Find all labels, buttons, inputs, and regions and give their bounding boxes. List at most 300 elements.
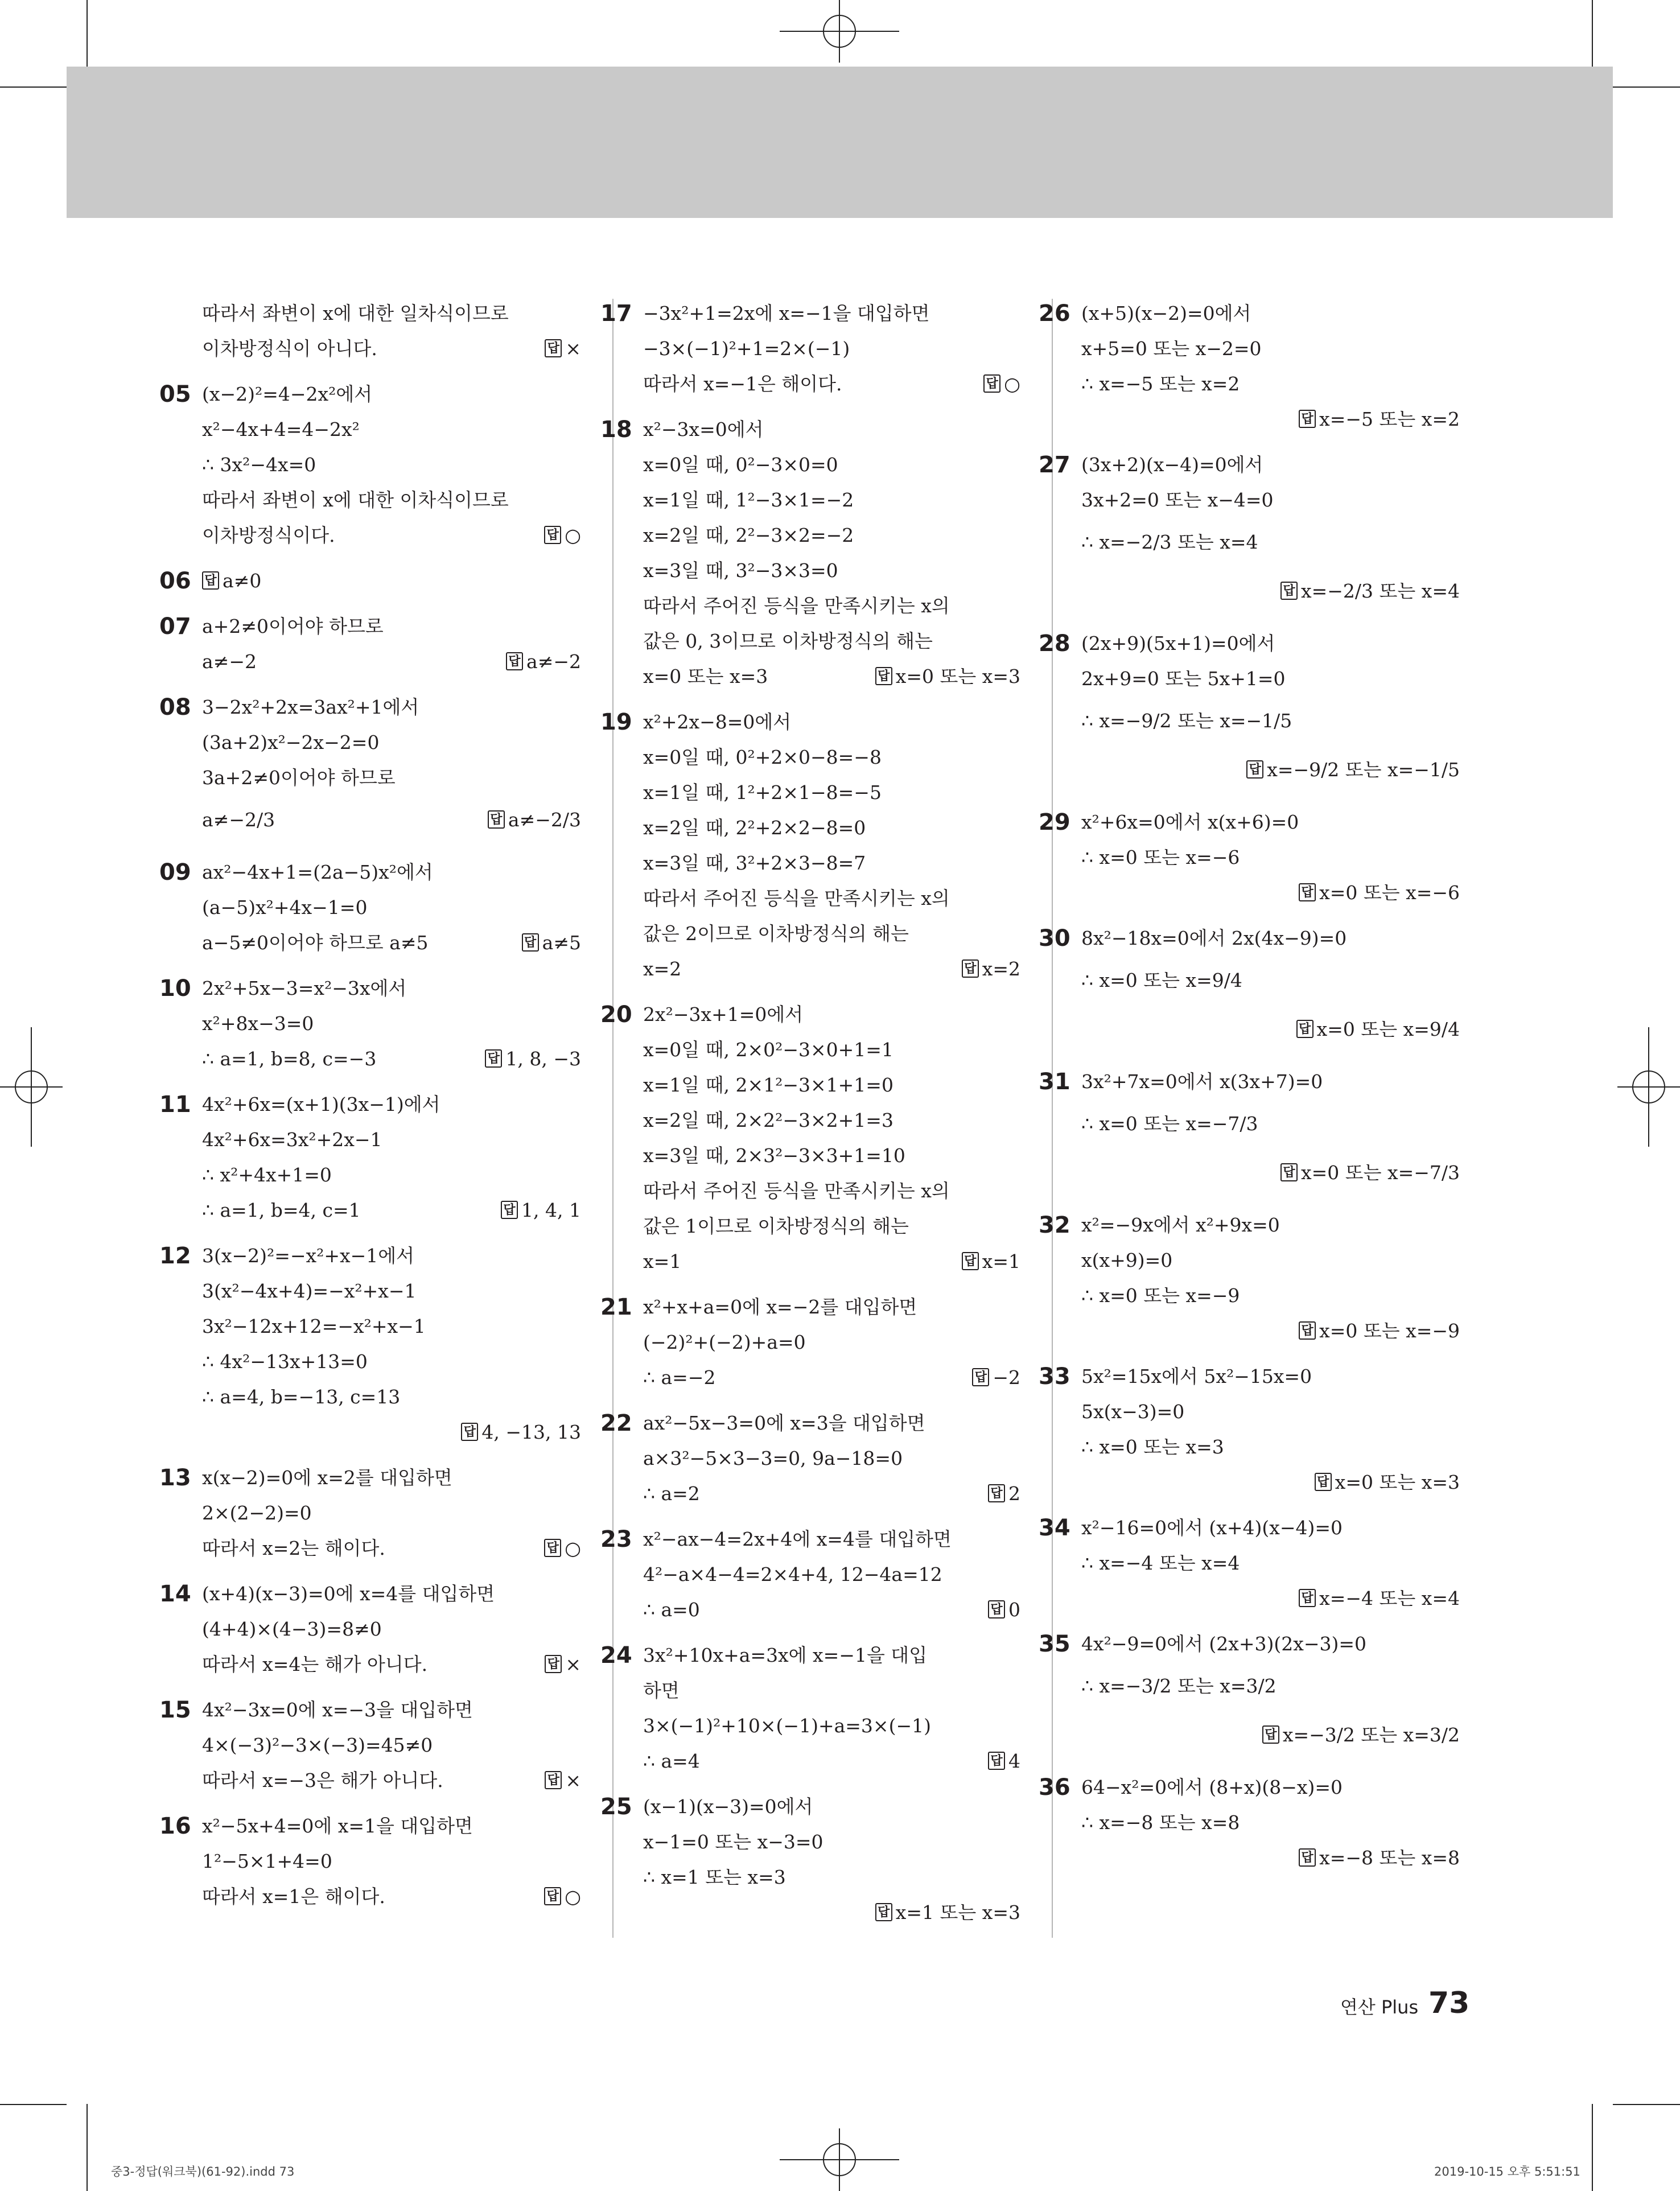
solution-line	[643, 775, 1020, 810]
problem-block	[159, 377, 581, 553]
answer	[988, 1592, 1020, 1628]
problem-block	[1039, 1626, 1460, 1760]
solution-line	[1081, 1770, 1460, 1805]
answer	[988, 1476, 1020, 1512]
solution-text: 64−x²=0에서 (8+x)(8−x)=0	[1081, 1776, 1343, 1798]
solution-line	[643, 659, 1020, 694]
solution-line	[643, 1522, 1020, 1557]
solution-text: 3(x²−4x+4)=−x²+x−1	[202, 1280, 417, 1302]
solution-text: x²−16=0에서 (x+4)(x−4)=0	[1081, 1517, 1343, 1539]
answer	[488, 796, 581, 845]
solution-line	[643, 881, 1020, 916]
solution-line	[202, 760, 581, 796]
problem-block	[159, 690, 581, 845]
solution-text: ∴ x=−8 또는 x=8	[1081, 1811, 1240, 1834]
solution-text: 5x(x−3)=0	[1081, 1401, 1185, 1423]
solution-line	[202, 1415, 581, 1450]
solution-line	[643, 1290, 1020, 1325]
problem-block	[159, 609, 581, 679]
problem-block	[600, 296, 1020, 402]
answer-value: x=0 또는 x=−9	[1319, 1320, 1460, 1342]
solution-line	[643, 1476, 1020, 1512]
answer-column-3	[1039, 296, 1460, 1886]
registration-mark-left	[0, 1027, 68, 1147]
footer-book-title: 연산 Plus	[1340, 1996, 1419, 2018]
problem-block	[1039, 1770, 1460, 1876]
answer	[1299, 1581, 1460, 1616]
problem-block	[600, 1522, 1020, 1628]
solution-text: ∴ a=4	[643, 1750, 700, 1772]
problem-block	[600, 705, 1020, 987]
solution-line	[643, 916, 1020, 952]
solution-line	[202, 1496, 581, 1531]
answer-mark-icon: 답	[544, 526, 561, 544]
problem-number: 22	[600, 1410, 632, 1436]
solution-line	[1081, 1148, 1460, 1197]
answer	[1315, 1465, 1460, 1500]
solution-text: ∴ x=−2/3 또는 x=4	[1081, 531, 1258, 553]
solution-text: x²+6x=0에서 x(x+6)=0	[1081, 811, 1299, 833]
solution-line	[202, 1087, 581, 1122]
answer-value: ×	[565, 337, 581, 360]
registration-mark-bottom	[780, 2123, 899, 2191]
answer-value: x=−4 또는 x=4	[1319, 1587, 1460, 1609]
solution-text: (4+4)×(4−3)=8≠0	[202, 1618, 382, 1640]
answer	[1296, 1005, 1460, 1054]
solution-text: ∴ x=−9/2 또는 x=−1/5	[1081, 710, 1292, 732]
registration-mark-top	[780, 0, 899, 68]
answer-mark-icon: 답	[1299, 883, 1316, 901]
solution-text: x²+8x−3=0	[202, 1012, 314, 1035]
solution-line	[1081, 1005, 1460, 1054]
solution-line	[202, 518, 581, 553]
solution-text: x²+2x−8=0에서	[643, 711, 792, 733]
solution-line	[202, 483, 581, 518]
answer	[1299, 402, 1460, 437]
answer-mark-icon: 답	[962, 959, 979, 978]
solution-line	[202, 331, 581, 366]
answer-mark-icon: 답	[545, 339, 562, 357]
answer-mark-icon: 답	[1296, 1020, 1313, 1038]
answer	[522, 925, 581, 961]
problem-number: 11	[159, 1092, 191, 1118]
solution-text: ∴ x=0 또는 x=−6	[1081, 846, 1240, 868]
solution-text: x=1일 때, 1²+2×1−8=−5	[643, 781, 882, 804]
problem-number: 18	[600, 417, 632, 443]
solution-line	[643, 1441, 1020, 1476]
solution-text: 5x²=15x에서 5x²−15x=0	[1081, 1365, 1312, 1387]
solution-line	[643, 1360, 1020, 1395]
problem-block	[1039, 626, 1460, 794]
solution-text: ∴ x=−5 또는 x=2	[1081, 373, 1240, 395]
solution-text: x²−5x+4=0에 x=1을 대입하면	[202, 1815, 473, 1837]
solution-text: 따라서 x=4는 해가 아니다.	[202, 1653, 428, 1675]
answer-value: x=0 또는 x=3	[895, 665, 1020, 687]
answer	[1280, 1148, 1460, 1197]
problem-number: 31	[1039, 1069, 1070, 1095]
problem-block	[600, 1638, 1020, 1779]
problem-number: 13	[159, 1465, 191, 1491]
solution-text: a×3²−5×3−3=0, 9a−18=0	[643, 1447, 903, 1469]
solution-line	[643, 1138, 1020, 1173]
solution-text: 3−2x²+2x=3ax²+1에서	[202, 696, 419, 718]
problem-block	[159, 1576, 581, 1682]
problem-block	[600, 1290, 1020, 1395]
problem-number: 24	[600, 1642, 632, 1669]
header-band	[67, 67, 1613, 218]
solution-text: 3a+2≠0이어야 하므로	[202, 767, 396, 789]
solution-line	[643, 518, 1020, 553]
solution-line	[1081, 1711, 1460, 1760]
problem-number: 10	[159, 975, 191, 1002]
answer-mark-icon: 답	[1299, 1589, 1316, 1607]
answer-mark-icon: 답	[1262, 1725, 1279, 1744]
solution-line	[202, 1844, 581, 1879]
answer	[983, 366, 1020, 402]
answer-value: 0	[1008, 1599, 1020, 1621]
answer	[544, 1879, 581, 1914]
answer-value: x=0 또는 x=3	[1335, 1471, 1460, 1493]
solution-text: x²−ax−4=2x+4에 x=4를 대입하면	[643, 1528, 952, 1550]
answer-mark-icon: 답	[1299, 1848, 1316, 1867]
problem-block	[1039, 1064, 1460, 1197]
answer-mark-icon: 답	[1299, 1321, 1316, 1340]
solution-line	[643, 331, 1020, 366]
solution-line	[1081, 746, 1460, 794]
solution-text: 2×(2−2)=0	[202, 1502, 312, 1524]
problem-number: 19	[600, 709, 632, 735]
problem-block	[1039, 921, 1460, 1054]
solution-line	[643, 997, 1020, 1032]
answer-value: x=0 또는 x=9/4	[1316, 1018, 1460, 1040]
solution-line	[643, 588, 1020, 624]
answer-value: x=0 또는 x=−6	[1319, 882, 1460, 904]
problem-block	[1039, 805, 1460, 911]
solution-text: x²−3x=0에서	[643, 418, 764, 440]
solution-line	[202, 796, 581, 845]
solution-line	[1081, 626, 1460, 661]
problem-number: 33	[1039, 1364, 1070, 1390]
solution-line	[643, 1638, 1020, 1673]
solution-text: x=0일 때, 0²+2×0−8=−8	[643, 746, 882, 768]
problem-block	[159, 971, 581, 1077]
problem-number: 07	[159, 613, 191, 640]
solution-line	[202, 377, 581, 412]
solution-line	[1081, 1394, 1460, 1430]
print-slug-file: 중3-정답(워크북)(61-92).indd 73	[111, 2165, 295, 2178]
answer	[485, 1041, 581, 1077]
answer-value: ○	[1004, 373, 1020, 395]
solution-text: 3(x−2)²=−x²+x−1에서	[202, 1245, 415, 1267]
solution-line	[202, 725, 581, 760]
registration-mark-right	[1612, 1027, 1680, 1147]
problem-number: 35	[1039, 1631, 1070, 1657]
solution-text: x+5=0 또는 x−2=0	[1081, 337, 1262, 360]
solution-line	[1081, 331, 1460, 366]
solution-line	[202, 1158, 581, 1193]
solution-line	[1081, 447, 1460, 483]
solution-text: 3x²−12x+12=−x²+x−1	[202, 1315, 426, 1337]
problem-block	[600, 997, 1020, 1279]
answer	[962, 1244, 1020, 1279]
solution-line	[643, 952, 1020, 987]
column-divider	[612, 299, 613, 1938]
solution-text: ∴ x=0 또는 x=−9	[1081, 1284, 1240, 1307]
answer	[545, 1647, 581, 1682]
solution-text: ∴ x²+4x+1=0	[202, 1164, 332, 1186]
solution-line	[1081, 805, 1460, 840]
solution-line	[643, 846, 1020, 881]
answer-mark-icon: 답	[972, 1368, 989, 1386]
solution-text: 따라서 좌변이 x에 대한 일차식이므로	[202, 302, 509, 324]
answer-mark-icon: 답	[962, 1252, 979, 1270]
solution-line	[1081, 518, 1460, 567]
solution-line	[202, 890, 581, 925]
answer	[544, 518, 581, 553]
problem-block	[159, 1809, 581, 1914]
answer-value: 4	[1008, 1750, 1020, 1772]
answer	[1299, 1840, 1460, 1876]
solution-text: x=0일 때, 0²−3×0=0	[643, 454, 838, 476]
solution-line	[643, 810, 1020, 846]
solution-text: 2x²−3x+1=0에서	[643, 1003, 804, 1026]
solution-text: x=1	[643, 1250, 682, 1272]
solution-line	[1081, 483, 1460, 518]
solution-text: 4x²−3x=0에 x=−3을 대입하면	[202, 1699, 473, 1721]
solution-line	[202, 971, 581, 1006]
problem-number: 26	[1039, 300, 1070, 327]
answer-mark-icon: 답	[988, 1484, 1005, 1502]
solution-text: 따라서 주어진 등식을 만족시키는 x의	[643, 595, 950, 617]
solution-line	[1081, 956, 1460, 1005]
solution-line	[1081, 1510, 1460, 1546]
crop-mark	[0, 87, 67, 88]
solution-line	[643, 1209, 1020, 1244]
crop-mark	[87, 0, 88, 67]
solution-text: 값은 2이므로 이차방정식의 해는	[643, 922, 909, 945]
solution-line	[1081, 1430, 1460, 1465]
answer-mark-icon: 답	[875, 667, 892, 685]
answer-mark-icon: 답	[1280, 1163, 1298, 1181]
solution-line	[643, 447, 1020, 483]
answer	[1299, 1313, 1460, 1349]
solution-line	[202, 1041, 581, 1077]
solution-text: 4×(−3)²−3×(−3)=45≠0	[202, 1734, 433, 1756]
answer-value: a≠−2/3	[508, 809, 581, 831]
solution-line	[643, 1592, 1020, 1628]
solution-line	[643, 366, 1020, 402]
solution-text: x=2일 때, 2²−3×2=−2	[643, 524, 854, 546]
solution-text: ∴ a=0	[643, 1599, 700, 1621]
solution-text: 3x+2=0 또는 x−4=0	[1081, 489, 1274, 511]
solution-text: x−1=0 또는 x−3=0	[643, 1831, 823, 1853]
answer-value: x=−3/2 또는 x=3/2	[1282, 1724, 1460, 1746]
answer-mark-icon: 답	[544, 1887, 561, 1905]
solution-text: a+2≠0이어야 하므로	[202, 615, 384, 637]
crop-mark	[1592, 2104, 1593, 2191]
solution-line	[202, 1692, 581, 1728]
solution-text: (x+4)(x−3)=0에 x=4를 대입하면	[202, 1583, 495, 1605]
solution-line	[643, 412, 1020, 447]
problem-block	[159, 563, 581, 599]
answer-value: ○	[565, 1537, 581, 1559]
solution-line	[202, 1006, 581, 1041]
solution-line	[202, 412, 581, 447]
solution-text: 따라서 x=2는 해이다.	[202, 1537, 385, 1559]
solution-line	[1081, 1626, 1460, 1662]
problem-block	[159, 855, 581, 961]
solution-line	[1081, 1243, 1460, 1278]
solution-text: 3×(−1)²+10×(−1)+a=3×(−1)	[643, 1715, 931, 1737]
answer-column-1	[159, 296, 581, 1925]
answer-value: x=2	[982, 958, 1020, 980]
solution-text: ∴ x=0 또는 x=3	[1081, 1436, 1224, 1458]
answer-mark-icon: 답	[506, 652, 523, 670]
answer-value: x=−2/3 또는 x=4	[1300, 580, 1460, 602]
solution-text: (3x+2)(x−4)=0에서	[1081, 454, 1263, 476]
problem-number: 20	[600, 1002, 632, 1028]
problem-number: 14	[159, 1581, 191, 1607]
solution-text: ∴ 3x²−4x=0	[202, 454, 316, 476]
solution-text: ∴ x=−3/2 또는 x=3/2	[1081, 1675, 1277, 1697]
solution-line	[643, 483, 1020, 518]
solution-line	[1081, 840, 1460, 875]
answer-value: a≠0	[223, 570, 262, 592]
solution-line	[643, 740, 1020, 775]
answer-mark-icon: 답	[544, 1539, 561, 1557]
solution-text: 4x²+6x=(x+1)(3x−1)에서	[202, 1093, 440, 1115]
solution-text: 이차방정식이다.	[202, 524, 335, 546]
answer-mark-icon: 답	[202, 571, 219, 590]
answer	[545, 1763, 581, 1798]
solution-line	[643, 1325, 1020, 1360]
solution-line	[1081, 1064, 1460, 1099]
solution-line	[1081, 402, 1460, 437]
problem-block	[1039, 447, 1460, 616]
solution-line	[202, 1879, 581, 1914]
problem-block	[1039, 296, 1460, 437]
answer-mark-icon: 답	[1315, 1473, 1332, 1491]
solution-text: a≠−2	[202, 650, 257, 673]
solution-text: −3x²+1=2x에 x=−1을 대입하면	[643, 302, 930, 324]
problem-block	[1039, 1359, 1460, 1500]
answer-value: 4, −13, 13	[481, 1421, 581, 1443]
solution-line	[202, 1460, 581, 1496]
solution-line	[643, 1406, 1020, 1441]
solution-text: 4x²+6x=3x²+2x−1	[202, 1129, 382, 1151]
answer-value: ×	[565, 1653, 581, 1675]
problem-number: 08	[159, 694, 191, 720]
print-slug-datetime: 2019-10-15 오후 5:51:51	[1434, 2165, 1580, 2178]
solution-text: 2x+9=0 또는 5x+1=0	[1081, 668, 1286, 690]
solution-line	[1081, 1805, 1460, 1840]
solution-line	[202, 855, 581, 890]
solution-text: 따라서 좌변이 x에 대한 이차식이므로	[202, 489, 509, 511]
solution-line	[643, 1557, 1020, 1592]
solution-line	[202, 296, 581, 331]
solution-line	[202, 1576, 581, 1612]
solution-text: ∴ x=0 또는 x=−7/3	[1081, 1113, 1258, 1135]
problem-block	[159, 1087, 581, 1228]
solution-line	[202, 1122, 581, 1158]
solution-text: ∴ 4x²−13x+13=0	[202, 1350, 368, 1373]
solution-text: ∴ x=−4 또는 x=4	[1081, 1552, 1240, 1574]
problem-number: 32	[1039, 1212, 1070, 1238]
solution-line	[1081, 661, 1460, 697]
solution-text: x(x+9)=0	[1081, 1249, 1173, 1271]
solution-text: ∴ a=4, b=−13, c=13	[202, 1386, 401, 1408]
problem-number: 34	[1039, 1515, 1070, 1541]
problem-block	[600, 412, 1020, 694]
solution-text: ∴ x=1 또는 x=3	[643, 1866, 786, 1888]
answer-value: a≠5	[542, 932, 581, 954]
solution-text: ∴ a=2	[643, 1482, 700, 1505]
solution-line	[1081, 1359, 1460, 1394]
solution-line	[202, 1193, 581, 1228]
solution-line	[643, 1173, 1020, 1209]
solution-text: ∴ a=−2	[643, 1366, 716, 1389]
solution-line	[202, 1379, 581, 1415]
answer-mark-icon: 답	[522, 933, 539, 952]
answer	[875, 1895, 1020, 1930]
solution-line	[1081, 1208, 1460, 1243]
answer-mark-icon: 답	[988, 1600, 1005, 1618]
solution-text: x=0일 때, 2×0²−3×0+1=1	[643, 1039, 893, 1061]
answer-value: −2	[993, 1366, 1020, 1389]
solution-text: ∴ a=1, b=8, c=−3	[202, 1048, 377, 1070]
solution-line	[202, 1763, 581, 1798]
crop-mark	[1613, 87, 1680, 88]
solution-line	[202, 447, 581, 483]
answer	[988, 1744, 1020, 1779]
answer	[506, 644, 581, 679]
solution-line	[202, 1728, 581, 1763]
answer	[972, 1360, 1020, 1395]
solution-line	[1081, 875, 1460, 911]
solution-line	[1081, 567, 1460, 616]
solution-text: x=2일 때, 2×2²−3×2+1=3	[643, 1109, 893, 1131]
solution-line	[202, 563, 581, 599]
solution-text: 3x²+7x=0에서 x(3x+7)=0	[1081, 1070, 1323, 1093]
solution-line	[643, 1860, 1020, 1895]
solution-line	[1081, 1581, 1460, 1616]
problem-block	[600, 1789, 1020, 1930]
solution-line	[1081, 697, 1460, 746]
solution-text: x²+x+a=0에 x=−2를 대입하면	[643, 1296, 917, 1318]
solution-line	[1081, 1546, 1460, 1581]
problem-number: 23	[600, 1526, 632, 1552]
solution-line	[643, 1103, 1020, 1138]
solution-line	[643, 1789, 1020, 1825]
answer	[962, 952, 1020, 987]
solution-text: (3a+2)x²−2x−2=0	[202, 731, 380, 753]
solution-text: (x−2)²=4−2x²에서	[202, 383, 373, 405]
answer	[461, 1415, 581, 1450]
solution-text: (x−1)(x−3)=0에서	[643, 1795, 813, 1818]
solution-line	[202, 690, 581, 725]
solution-text: 하면	[643, 1679, 680, 1702]
solution-line	[1081, 1662, 1460, 1711]
problem-block	[159, 1238, 581, 1450]
solution-text: x=1일 때, 2×1²−3×1+1=0	[643, 1074, 893, 1096]
problem-number: 25	[600, 1794, 632, 1820]
solution-line	[643, 624, 1020, 659]
answer-value: 1, 4, 1	[521, 1199, 581, 1221]
solution-text: ax²−4x+1=(2a−5)x²에서	[202, 861, 433, 883]
crop-mark	[1592, 0, 1593, 67]
problem-number: 29	[1039, 809, 1070, 835]
problem-number: 28	[1039, 631, 1070, 657]
